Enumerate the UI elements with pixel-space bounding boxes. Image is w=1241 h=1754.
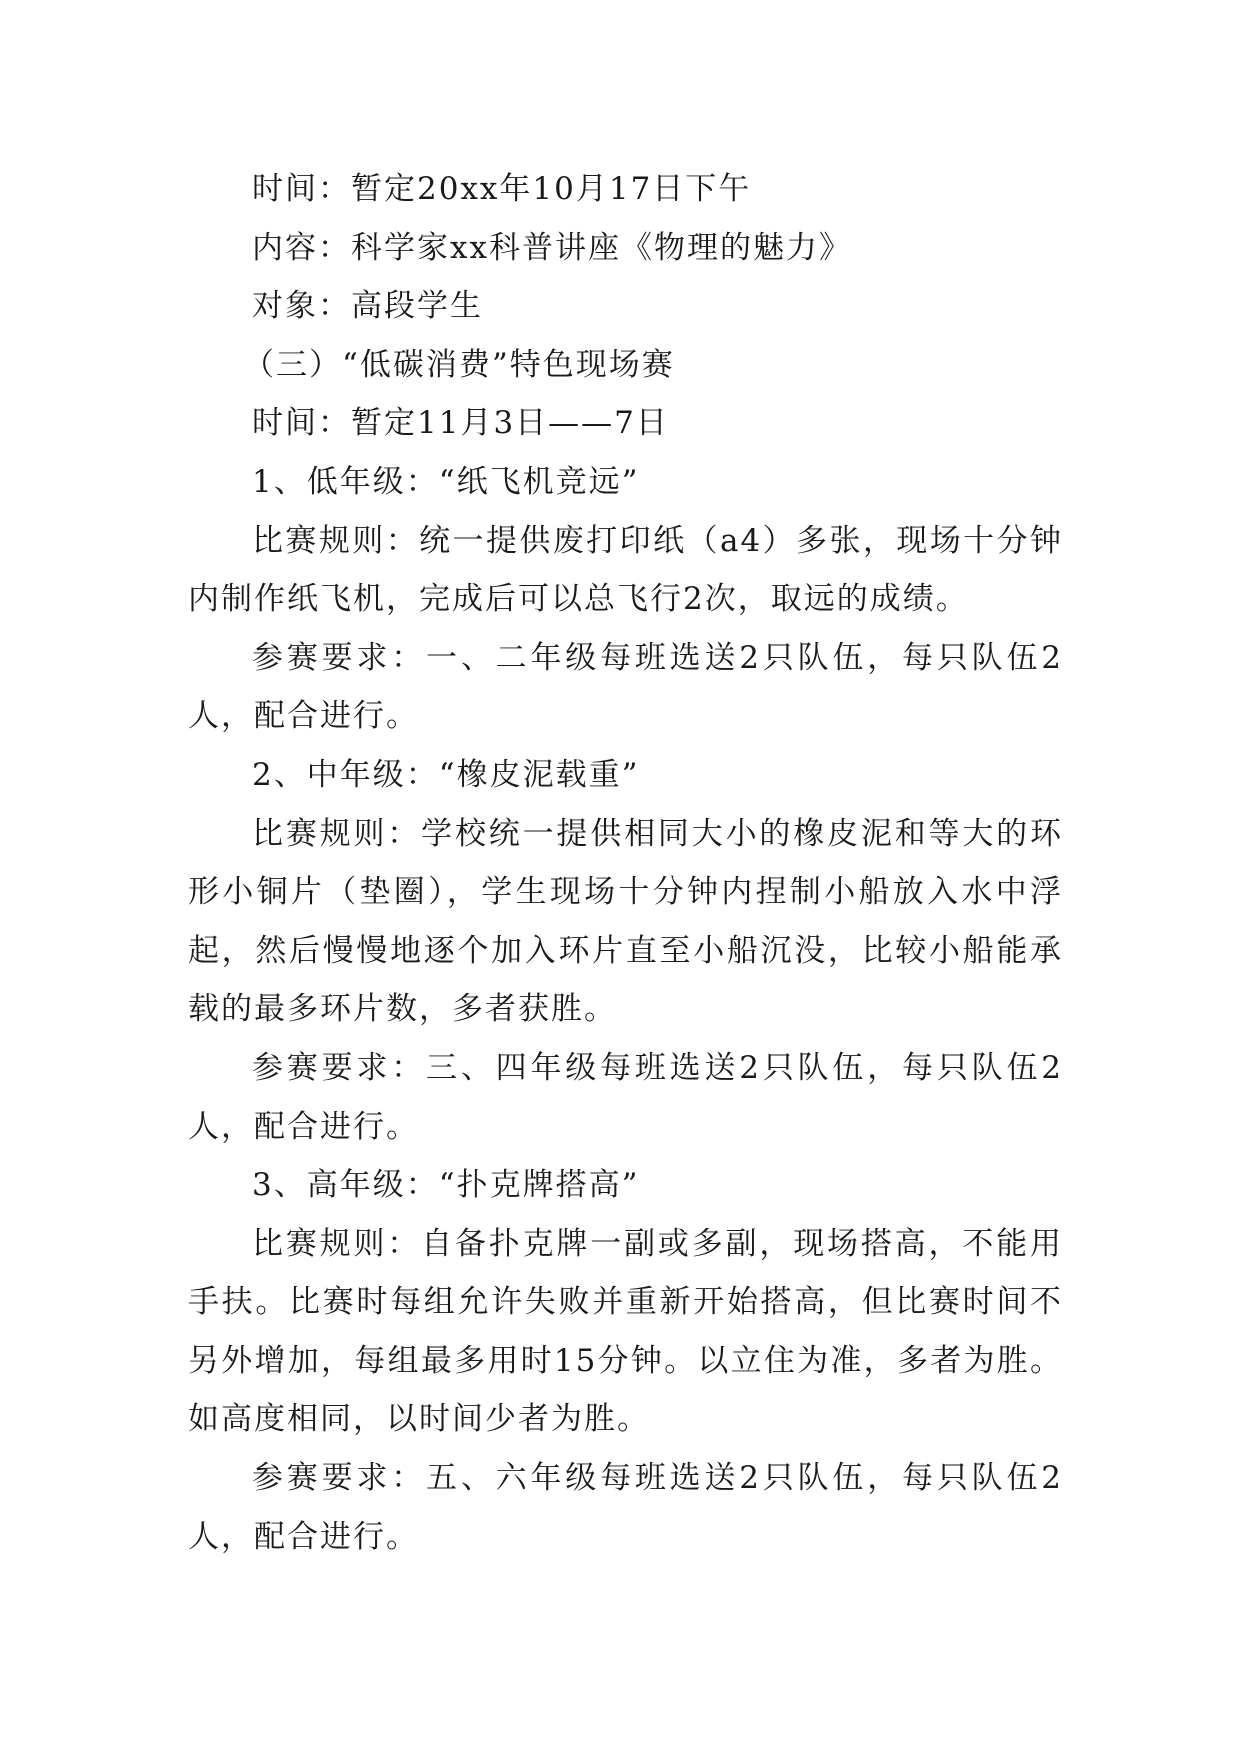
paragraph-requirements-high-grade: 参赛要求：五、六年级每班选送2只队伍，每只队伍2人，配合进行。 bbox=[188, 1460, 1063, 1555]
paragraph-content-lecture: 内容：科学家xx科普讲座《物理的魅力》 bbox=[252, 229, 852, 266]
paragraph-audience: 对象：高段学生 bbox=[252, 288, 483, 325]
paragraph-requirements-middle-grade: 参赛要求：三、四年级每班选送2只队伍，每只队伍2人，配合进行。 bbox=[188, 1049, 1063, 1145]
paragraph-time-contest: 时间：暂定11月3日——7日 bbox=[252, 405, 669, 442]
paragraph-rules-high-grade: 比赛规则：自备扑克牌一副或多副，现场搭高，不能用手扶。比赛时每组允许失败并重新开始搭高，但比赛时间不另外增加，每组最多用时15分钟。以立住为准，多者为胜。如高度相同，以时间少者为胜。 bbox=[188, 1225, 1063, 1438]
heading-middle-grade: 2、中年级：“橡皮泥载重” bbox=[252, 756, 640, 793]
paragraph-time-lecture: 时间：暂定20xx年10月17日下午 bbox=[252, 171, 752, 207]
paragraph-rules-middle-grade: 比赛规则：学校统一提供相同大小的橡皮泥和等大的环形小铜片（垫圈），学生现场十分钟内捏制小船放入水中浮起，然后慢慢地逐个加入环片直至小船沉没，比较小船能承载的最多环片数，多者获胜。 bbox=[188, 815, 1063, 1028]
paragraph-requirements-low-grade: 参赛要求：一、二年级每班选送2只队伍，每只队伍2人，配合进行。 bbox=[188, 639, 1063, 735]
section-heading-low-carbon: （三）“低碳消费”特色现场赛 bbox=[243, 346, 675, 383]
heading-high-grade: 3、高年级：“扑克牌搭高” bbox=[252, 1167, 640, 1204]
document-body bbox=[188, 160, 1063, 1566]
heading-low-grade: 1、低年级：“纸飞机竞远” bbox=[252, 463, 640, 500]
paragraph-rules-low-grade: 比赛规则：统一提供废打印纸（a4）多张，现场十分钟内制作纸飞机，完成后可以总飞行2次，取远的成绩。 bbox=[188, 522, 1063, 618]
